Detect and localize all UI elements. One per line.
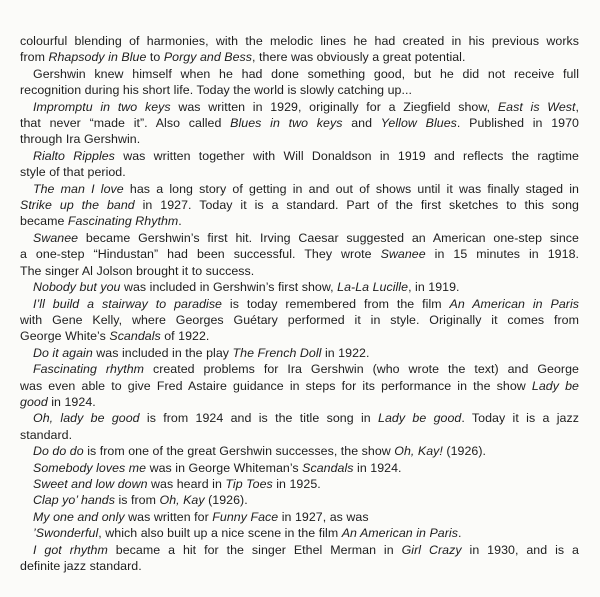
text-segment: a one-step “Hindustan” had been successful. They wrote xyxy=(20,247,381,262)
text-segment: was written together with Will Donaldson in 1919 and reflects the ragtime xyxy=(114,148,579,163)
work-title: Fascinating rhythm xyxy=(33,362,145,377)
text-line xyxy=(20,525,579,541)
work-title: My one and only xyxy=(33,509,125,524)
paragraph xyxy=(20,345,579,361)
text-segment: has a long story of getting in and out of shows until it was finally staged in xyxy=(123,181,580,196)
text-segment: was even able to give Fred Astaire guidance in steps for its performance in the show xyxy=(20,378,532,393)
text-segment: in 1925. xyxy=(272,476,321,491)
work-title: Nobody but you xyxy=(33,280,121,295)
text-line xyxy=(20,263,579,279)
text-line xyxy=(20,148,579,164)
work-title: The French Doll xyxy=(232,345,322,360)
text-segment: . Today it is a jazz xyxy=(461,411,579,426)
paragraph xyxy=(20,509,579,525)
paragraph xyxy=(20,99,579,148)
paragraph xyxy=(20,410,579,443)
text-line xyxy=(20,558,579,574)
text-segment: in 15 minutes in 1918. xyxy=(425,247,579,262)
text-segment: is from xyxy=(114,493,160,508)
text-segment: , there was obviously a great potential. xyxy=(252,50,466,65)
text-segment: . xyxy=(457,526,462,541)
text-line xyxy=(20,312,579,328)
text-line xyxy=(20,131,579,147)
text-segment: and xyxy=(342,116,381,131)
work-title: Rhapsody in Blue xyxy=(48,50,147,65)
text-segment: recognition during his short life. Today the world is slowly catching up... xyxy=(20,83,412,98)
text-line xyxy=(20,181,579,197)
work-title: Rialto Ripples xyxy=(33,148,115,163)
text-line xyxy=(20,509,579,525)
text-segment: Gershwin knew himself when he had done something good, but he did not receive full xyxy=(33,66,579,81)
work-title: Do it again xyxy=(33,345,93,360)
paragraph xyxy=(20,296,579,345)
work-title: The man I love xyxy=(33,181,124,196)
paragraph xyxy=(20,148,579,181)
paragraph xyxy=(20,230,579,279)
text-line xyxy=(20,66,579,82)
paragraph xyxy=(20,460,579,476)
text-segment: that never “made it”. Also called xyxy=(20,116,231,131)
text-segment: created problems for Ira Gershwin (who wrote the text) and George xyxy=(144,362,579,377)
text-segment: in 1927, as was xyxy=(278,509,369,524)
work-title: I’ll build a stairway to paradise xyxy=(33,296,223,311)
text-line xyxy=(20,443,579,459)
work-title: Oh, Kay! xyxy=(394,444,443,459)
text-segment: . Published in 1970 xyxy=(456,116,579,131)
work-title: Sweet and low down xyxy=(33,476,148,491)
text-line xyxy=(20,33,579,49)
text-line xyxy=(20,427,579,443)
text-segment: became xyxy=(20,214,68,229)
text-segment: was included in Gershwin’s first show, xyxy=(120,280,338,295)
text-segment: is from 1924 and is the title song in xyxy=(139,411,379,426)
text-line xyxy=(20,410,579,426)
text-line xyxy=(20,328,579,344)
text-segment: , which also built up a nice scene in the film xyxy=(98,526,342,541)
text-line xyxy=(20,296,579,312)
text-segment: George White’s xyxy=(20,329,110,344)
text-line xyxy=(20,115,579,131)
text-line xyxy=(20,49,579,65)
text-segment: became a hit for the singer Ethel Merman in xyxy=(107,542,402,557)
text-segment: with Gene Kelly, where Georges Guétary performed it in style. Originally it comes from xyxy=(20,312,579,327)
text-segment: in 1924. xyxy=(353,460,402,475)
text-line xyxy=(20,460,579,476)
paragraph xyxy=(20,361,579,410)
paragraph xyxy=(20,542,579,575)
text-body xyxy=(20,33,579,574)
text-line xyxy=(20,197,579,213)
text-line xyxy=(20,99,579,115)
work-title: Lady be good xyxy=(378,411,462,426)
work-title: Funny Face xyxy=(212,509,279,524)
text-segment: (1926). xyxy=(204,493,248,508)
text-segment: standard. xyxy=(20,427,73,442)
text-segment: is today remembered from the film xyxy=(222,296,450,311)
work-title: Tip Toes xyxy=(225,476,273,491)
paragraph xyxy=(20,492,579,508)
paragraph xyxy=(20,443,579,459)
text-line xyxy=(20,279,579,295)
work-title: Clap yo’ hands xyxy=(33,493,115,508)
text-line xyxy=(20,394,579,410)
text-line xyxy=(20,476,579,492)
work-title: Scandals xyxy=(302,460,354,475)
text-segment: in 1930, and is a xyxy=(461,542,579,557)
work-title: Swanee xyxy=(380,247,426,262)
text-segment: in 1927. Today it is a standard. Part of the first sketches to this song xyxy=(134,198,579,213)
text-segment: was written in 1929, originally for a Ziegfield show, xyxy=(170,99,498,114)
work-title: Do do do xyxy=(33,444,84,459)
work-title: Lady be xyxy=(531,378,579,393)
work-title: good xyxy=(20,394,48,409)
text-segment: was in George Whiteman’s xyxy=(146,460,303,475)
work-title: Swanee xyxy=(33,230,79,245)
work-title: Yellow Blues xyxy=(380,116,457,131)
text-segment: was written for xyxy=(124,509,213,524)
text-segment: The singer Al Jolson brought it to success. xyxy=(20,263,255,278)
text-segment: . xyxy=(178,214,182,229)
text-segment: (1926). xyxy=(442,444,487,459)
text-line xyxy=(20,213,579,229)
work-title: La-La Lucille xyxy=(337,280,409,295)
work-title: Oh, Kay xyxy=(159,493,205,508)
text-segment: from xyxy=(20,50,49,65)
work-title: ’Swonderful xyxy=(33,526,99,541)
work-title: An American in Paris xyxy=(341,526,458,541)
text-line xyxy=(20,164,579,180)
work-title: Strike up the band xyxy=(20,198,135,213)
paragraph xyxy=(20,279,579,295)
work-title: I got rhythm xyxy=(33,542,108,557)
text-line xyxy=(20,378,579,394)
text-line xyxy=(20,542,579,558)
work-title: Scandals xyxy=(109,329,161,344)
text-segment: in 1922. xyxy=(321,345,370,360)
text-segment: in 1924. xyxy=(47,394,96,409)
text-segment: through Ira Gershwin. xyxy=(20,132,141,147)
text-line xyxy=(20,82,579,98)
work-title: Porgy and Bess xyxy=(163,50,253,65)
paragraph xyxy=(20,525,579,541)
work-title: Somebody loves me xyxy=(33,460,147,475)
text-line xyxy=(20,492,579,508)
text-line xyxy=(20,361,579,377)
text-line xyxy=(20,345,579,361)
text-segment: was heard in xyxy=(147,476,226,491)
work-title: East is West xyxy=(497,99,576,114)
work-title: Fascinating Rhythm xyxy=(67,214,179,229)
work-title: Blues in two keys xyxy=(230,116,343,131)
text-line xyxy=(20,230,579,246)
text-segment: definite jazz standard. xyxy=(20,559,142,573)
text-segment: style of that period. xyxy=(20,165,126,180)
text-segment: became Gershwin’s first hit. Irving Caesar suggested an American one-step since xyxy=(78,230,579,245)
text-line xyxy=(20,246,579,262)
work-title: Oh, lady be good xyxy=(33,411,140,426)
text-segment: , xyxy=(575,99,580,114)
paragraph xyxy=(20,476,579,492)
paragraph xyxy=(20,181,579,230)
work-title: Girl Crazy xyxy=(401,542,462,557)
work-title: An American in Paris xyxy=(449,296,579,311)
paragraph xyxy=(20,33,579,66)
text-segment: , in 1919. xyxy=(408,280,460,295)
text-segment: colourful blending of harmonies, with the melodic lines he had created in his previous works xyxy=(20,34,579,48)
work-title: Impromptu in two keys xyxy=(33,99,171,114)
text-segment: was included in the play xyxy=(92,345,233,360)
text-segment: is from one of the great Gershwin successes, the show xyxy=(83,444,395,459)
text-segment: of 1922. xyxy=(160,329,210,344)
text-segment: to xyxy=(146,50,164,65)
paragraph xyxy=(20,66,579,99)
